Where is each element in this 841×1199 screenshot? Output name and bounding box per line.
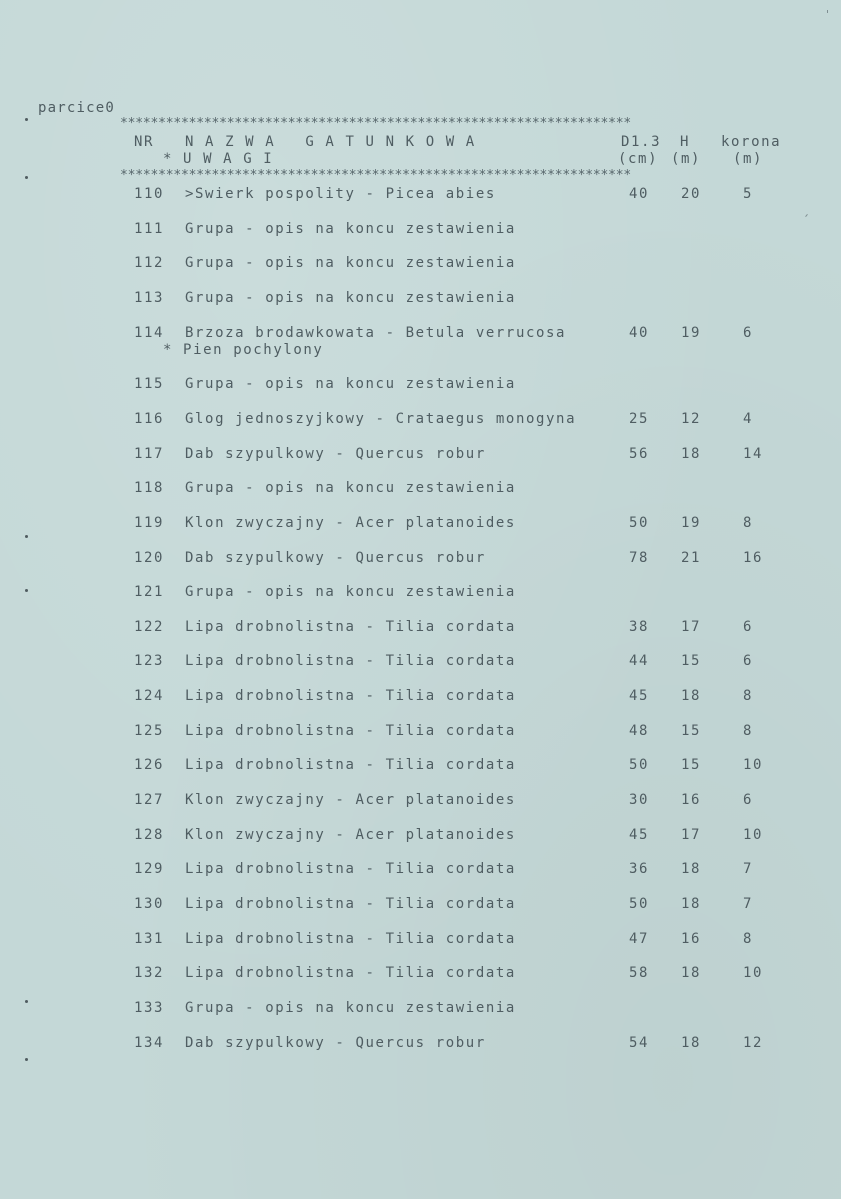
- row-number: 131: [134, 930, 165, 947]
- table-row: [0, 290, 841, 324]
- header-h: H: [680, 134, 691, 150]
- crown-value: 7: [743, 861, 754, 878]
- species-name: Grupa - opis na koncu zestawienia: [185, 584, 516, 601]
- species-name: Lipa drobnolistna - Tilia cordata: [185, 930, 516, 947]
- height-value: 16: [681, 792, 702, 809]
- crown-value: 8: [743, 722, 754, 739]
- species-name: Brzoza brodawkowata - Betula verrucosa: [185, 324, 567, 341]
- table-row: [0, 792, 841, 826]
- height-value: 17: [681, 826, 702, 843]
- table-row: [0, 1035, 841, 1069]
- remark-text: * Pien pochylony: [163, 341, 324, 358]
- header-name: N A Z W A G A T U N K O W A: [185, 134, 476, 150]
- crown-value: 12: [743, 1034, 764, 1051]
- table-row: [0, 480, 841, 514]
- table-row: [0, 325, 841, 376]
- height-value: 21: [681, 549, 702, 566]
- row-number: 114: [134, 324, 165, 341]
- height-value: 18: [681, 688, 702, 705]
- margin-dot: [25, 118, 28, 121]
- crown-value: 8: [743, 514, 754, 531]
- table-row: [0, 827, 841, 861]
- species-name: Grupa - opis na koncu zestawienia: [185, 289, 516, 306]
- diameter-value: 30: [629, 792, 650, 809]
- row-number: 116: [134, 410, 165, 427]
- crown-value: 10: [743, 757, 764, 774]
- diameter-value: 78: [629, 549, 650, 566]
- height-value: 15: [681, 757, 702, 774]
- table-row: [0, 896, 841, 930]
- species-name: Grupa - opis na koncu zestawienia: [185, 480, 516, 497]
- crown-value: 8: [743, 930, 754, 947]
- species-name: Grupa - opis na koncu zestawienia: [185, 999, 516, 1016]
- species-name: Lipa drobnolistna - Tilia cordata: [185, 722, 516, 739]
- table-row: [0, 688, 841, 722]
- row-number: 115: [134, 376, 165, 393]
- row-number: 125: [134, 722, 165, 739]
- row-number: 122: [134, 618, 165, 635]
- diameter-value: 47: [629, 930, 650, 947]
- table-row: [0, 1000, 841, 1034]
- diameter-value: 40: [629, 186, 650, 202]
- speck: [827, 10, 828, 13]
- row-number: 128: [134, 826, 165, 843]
- table-row: [0, 186, 841, 220]
- species-name: Klon zwyczajny - Acer platanoides: [185, 826, 516, 843]
- height-value: 18: [681, 445, 702, 462]
- header-korona: korona: [721, 134, 782, 150]
- header-korona-unit: (m): [733, 151, 764, 167]
- row-number: 111: [134, 220, 165, 237]
- diameter-value: 40: [629, 324, 650, 341]
- crown-value: 10: [743, 826, 764, 843]
- height-value: 18: [681, 896, 702, 912]
- header-d13-unit: (cm): [618, 151, 659, 167]
- row-number: 118: [134, 480, 165, 497]
- crown-value: 16: [743, 549, 764, 566]
- crown-value: 10: [743, 965, 764, 982]
- height-value: 17: [681, 618, 702, 635]
- species-name: Dab szypulkowy - Quercus robur: [185, 445, 486, 462]
- table-row: [0, 255, 841, 289]
- header-d13: D1.3: [621, 134, 662, 150]
- table-row: [0, 446, 841, 480]
- header-h-unit: (m): [671, 151, 702, 167]
- crown-value: 14: [743, 445, 764, 462]
- row-number: 132: [134, 965, 165, 982]
- crown-value: 5: [743, 186, 754, 202]
- row-number: 117: [134, 445, 165, 462]
- margin-dot: [25, 176, 28, 179]
- height-value: 19: [681, 514, 702, 531]
- table-row: [0, 619, 841, 653]
- species-name: Lipa drobnolistna - Tilia cordata: [185, 896, 516, 912]
- row-number: 130: [134, 896, 165, 912]
- height-value: 12: [681, 410, 702, 427]
- header-nr: NR: [134, 134, 155, 150]
- diameter-value: 54: [629, 1034, 650, 1051]
- table-row: [0, 653, 841, 687]
- diameter-value: 56: [629, 445, 650, 462]
- species-name: Grupa - opis na koncu zestawienia: [185, 255, 516, 272]
- crown-value: 6: [743, 618, 754, 635]
- height-value: 19: [681, 324, 702, 341]
- table-row: [0, 550, 841, 584]
- height-value: 18: [681, 965, 702, 982]
- row-number: 129: [134, 861, 165, 878]
- species-name: Lipa drobnolistna - Tilia cordata: [185, 965, 516, 982]
- crown-value: 4: [743, 410, 754, 427]
- height-value: 20: [681, 186, 702, 202]
- separator-top: *******************************************************************: [120, 116, 631, 131]
- crown-value: 6: [743, 792, 754, 809]
- species-name: Grupa - opis na koncu zestawienia: [185, 376, 516, 393]
- table-row: [0, 931, 841, 965]
- crown-value: 6: [743, 324, 754, 341]
- diameter-value: 44: [629, 653, 650, 670]
- species-name: Dab szypulkowy - Quercus robur: [185, 1034, 486, 1051]
- row-number: 126: [134, 757, 165, 774]
- table-row: [0, 376, 841, 410]
- row-number: 123: [134, 653, 165, 670]
- species-name: Grupa - opis na koncu zestawienia: [185, 220, 516, 237]
- row-number: 124: [134, 688, 165, 705]
- row-number: 112: [134, 255, 165, 272]
- table-row: [0, 965, 841, 999]
- row-number: 127: [134, 792, 165, 809]
- row-number: 121: [134, 584, 165, 601]
- row-number: 120: [134, 549, 165, 566]
- diameter-value: 45: [629, 826, 650, 843]
- crown-value: 7: [743, 896, 754, 912]
- crown-value: 8: [743, 688, 754, 705]
- row-number: 119: [134, 514, 165, 531]
- species-name: Lipa drobnolistna - Tilia cordata: [185, 688, 516, 705]
- diameter-value: 50: [629, 757, 650, 774]
- diameter-value: 50: [629, 896, 650, 912]
- separator-bottom: *******************************************************************: [120, 168, 631, 183]
- height-value: 15: [681, 722, 702, 739]
- table-row: [0, 584, 841, 618]
- species-name: Klon zwyczajny - Acer platanoides: [185, 514, 516, 531]
- species-name: Dab szypulkowy - Quercus robur: [185, 549, 486, 566]
- table-row: [0, 861, 841, 895]
- table-row: [0, 723, 841, 757]
- table-row: [0, 515, 841, 549]
- diameter-value: 48: [629, 722, 650, 739]
- species-name: >Swierk pospolity - Picea abies: [185, 186, 496, 202]
- species-name: Glog jednoszyjkowy - Crataegus monogyna: [185, 410, 577, 427]
- species-name: Lipa drobnolistna - Tilia cordata: [185, 618, 516, 635]
- table-row: [0, 411, 841, 445]
- table-row: [0, 757, 841, 791]
- header-remarks: * U W A G I: [163, 151, 274, 167]
- diameter-value: 25: [629, 410, 650, 427]
- diameter-value: 58: [629, 965, 650, 982]
- row-number: 134: [134, 1034, 165, 1051]
- row-number: 113: [134, 289, 165, 306]
- diameter-value: 36: [629, 861, 650, 878]
- species-name: Lipa drobnolistna - Tilia cordata: [185, 861, 516, 878]
- species-name: Lipa drobnolistna - Tilia cordata: [185, 653, 516, 670]
- row-number: 133: [134, 999, 165, 1016]
- height-value: 18: [681, 861, 702, 878]
- height-value: 16: [681, 930, 702, 947]
- height-value: 18: [681, 1034, 702, 1051]
- height-value: 15: [681, 653, 702, 670]
- diameter-value: 50: [629, 514, 650, 531]
- page-label: parcice0: [38, 100, 116, 116]
- diameter-value: 45: [629, 688, 650, 705]
- row-number: 110: [134, 186, 165, 202]
- species-name: Lipa drobnolistna - Tilia cordata: [185, 757, 516, 774]
- table-row: [0, 221, 841, 255]
- species-name: Klon zwyczajny - Acer platanoides: [185, 792, 516, 809]
- diameter-value: 38: [629, 618, 650, 635]
- crown-value: 6: [743, 653, 754, 670]
